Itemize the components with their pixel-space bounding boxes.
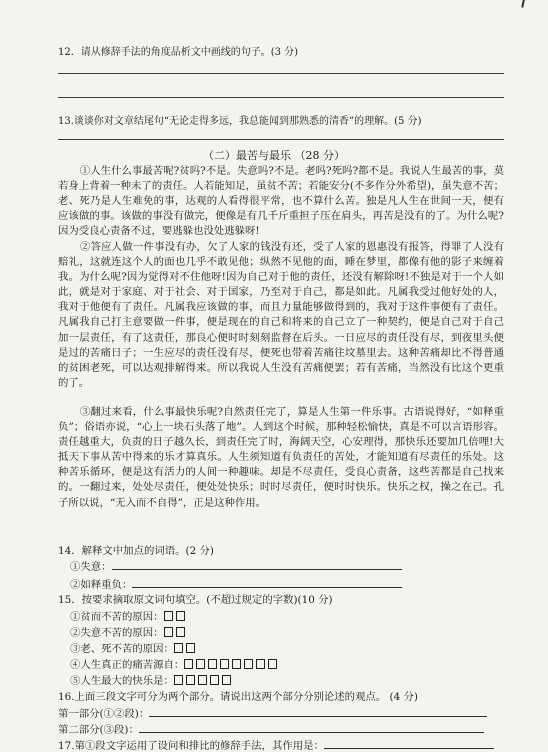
q16-item-1 [58,705,487,720]
answer-blank [132,577,402,588]
q15-item [70,656,280,671]
q15-item-label: ⑤人生最大的快乐是： [70,675,174,687]
q16-item-2 [58,721,484,736]
question-17-text: 17.第①段文字运用了设问和排比的修辞手法，其作用是： [58,740,324,752]
answer-box [164,611,173,621]
answer-box [164,627,173,637]
q14-item-1 [70,558,402,573]
question-14: 14．解释文中加点的词语。(2 分) [58,545,214,557]
paragraph-1: ①人生什么事最苦呢?贫吗?不是。失意吗?不是。老吗?死吗?都不是。我说人生最苦的事，莫若身上背着一种未了的责任。人若能知足，虽贫不苦；若能安分(不多作分外希望)，虽失意不苦；老、死乃是人生难免的事，达观的人看得很平常，也不算什么苦。独是凡人生在世间一天，便有应该做的事。该做的事没有做完，便像是有几千斤重担子压在肩头，再苦是没有的了。为什么呢?因为受良心责备不过，要逃躲也没处逃躲呀! [58,165,504,238]
q15-item-label: ③老、死不苦的原因： [70,643,174,655]
q15-item-label: ④人生真正的痛苦源自： [70,659,185,671]
question-12: 12．请从修辞手法的角度品析文中画线的句子。(3 分) [58,47,299,58]
answer-box [176,611,185,621]
answer-box [208,659,217,669]
paragraph-2: ②答应人做一件事没有办，欠了人家的钱没有还，受了人家的恩惠没有报答，得罪了人没有赔礼，这就连这个人的面也几乎不敢见他；纵然不见他的面，睡在梦里，都像有他的影子来缠着我。为什么呢?因为觉得对不住他呀!因为自己对于他的责任，还没有解除呀!不独是对于一个人如此，就是对于家庭、对于社会、对于国家，乃至对于自己，都是如此。凡属我受过他好处的人，我对于他便有了责任。凡属我应该做的事，而且力量能够做得到的，我对于这件事便有了责任。凡属我自己打主意要做一件事，便是现在的自己和将来的自己立了一种契约，便是自己对于自己加一层责任，有了这责任，那良心便时时刻刻监督在后头。一日应尽的责任没有尽，到夜里头便是过的苦痛日子；一生应尽的责任没有尽，便死也带着苦痛往坟墓里去。这种苦痛却比不得普通的贫困老死，可以达观排解得来。所以我说人生没有苦痛便罢；若有苦痛，当然没有比这个更重的了。 [58,241,504,389]
section-title: （二）最苦与最乐 （28 分） [203,149,345,162]
question-13: 13.谈谈你对文章结尾句“无论走得多远，我总能闻到那熟悉的清香”的理解。(5 分) [58,116,422,127]
answer-box [186,643,195,653]
answer-line [58,97,504,98]
q15-item [70,640,198,655]
answer-box [174,643,183,653]
answer-box [232,659,241,669]
q14-item-2 [70,576,402,591]
q16-item-label: 第一部分(①②段)： [58,708,150,720]
answer-box [184,659,193,669]
answer-line [58,139,504,140]
answer-box [196,659,205,669]
answer-box [256,659,265,669]
q15-item [70,672,234,687]
question-15: 15．按要求摘取原文词句填空。(不超过规定的字数)(10 分) [58,594,333,606]
answer-line [58,73,504,74]
q16-item-label: 第二部分(③段)： [58,724,139,736]
answer-box [220,659,229,669]
answer-box [174,675,183,685]
corner-pen-mark [521,0,529,9]
answer-blank [324,738,494,749]
q15-item [70,608,188,623]
answer-blank [112,559,402,570]
answer-box [244,659,253,669]
q14-item-label: ①失意： [70,561,112,573]
answer-box [210,675,219,685]
answer-box [268,659,277,669]
answer-box [186,675,195,685]
q14-item-label: ②如释重负： [70,579,133,591]
answer-blank [149,706,487,717]
answer-box [198,675,207,685]
answer-blank [139,722,484,733]
q15-item [70,624,188,639]
question-16: 16.上面三段文字可分为两个部分。请说出这两个部分分别论述的观点。 (4 分) [58,691,418,703]
q15-item-label: ①贫而不苦的原因： [70,611,164,623]
paragraph-3: ③翻过来看，什么事最快乐呢?自然责任完了，算是人生第一件乐事。古语说得好，“如释重负”；俗语亦说，“心上一块石头落了地”。人到这个时候，那种轻松愉快，真是不可以言语形容。责任越重大，负责的日子越久长，到责任完了时，海阔天空，心安理得，那快乐还要加几倍哩!大抵天下事从苦中得来的乐才算真乐。人生须知道有负责任的苦处，才能知道有尽责任的乐处。这种苦乐循环，便是这有活力的人间一种趣味。却是不尽责任，受良心责备，这些苦都是自己找来的。一翻过来，处处尽责任，便处处快乐；时时尽责任，便时时快乐。快乐之权，操之在己。孔子所以说，“无入而不自得”，正是这种作用。 [58,406,504,509]
answer-box [222,675,231,685]
answer-box [176,627,185,637]
q15-item-label: ②失意不苦的原因： [70,627,164,639]
question-17 [58,737,494,752]
